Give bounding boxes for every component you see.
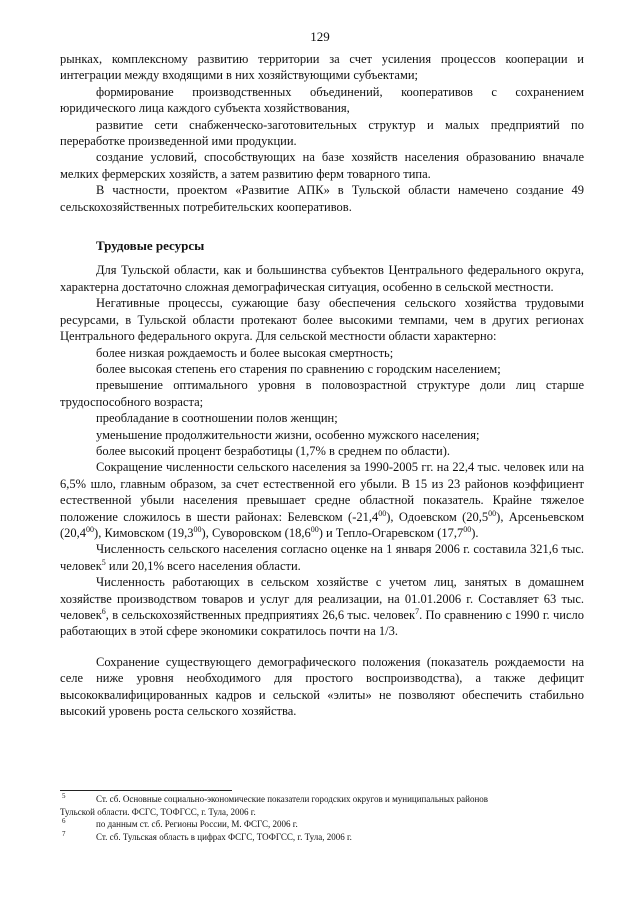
paragraph-conclusion: Сохранение существующего демографического положения (показатель рождаемости на селе ниже уровня необходимого для простого воспроизводства), а также дефицит высококвалифицированных кадров и сельской «элиты» не позволяют обеспечить стабильно высокий уровень роста сельского хозяйства. <box>60 654 584 719</box>
footnote-ref: 5 <box>101 557 106 567</box>
footnote: 6 по данным ст. сб. Регионы России, М. ФСГС, 2006 г. <box>62 817 298 829</box>
footnote-separator <box>60 790 232 791</box>
footnote-mark: 6 <box>62 817 66 825</box>
footnotes <box>60 793 584 843</box>
list-item: более высокий процент безработицы (1,7% в среднем по области). <box>96 443 451 458</box>
paragraph-farm-conditions: создание условий, способствующих на базе хозяйств населения образованию вначале мелких фермерских хозяйств, а затем развитию ферм товарного типа. <box>60 150 584 181</box>
section-heading: Трудовые ресурсы <box>96 238 205 254</box>
paragraph-production-associations: формирование производственных объединений, кооперативов с сохранением юридического лица каждого субъекта хозяйствования, <box>60 84 584 116</box>
list-item: преобладание в соотношении полов женщин; <box>96 411 338 426</box>
paragraph-agricultural-workers: Численность работающих в сельском хозяйстве с учетом лиц, занятых в домашнем хозяйстве производством товаров и услуг для реализации, на 01.01.2006 г. Составляет 63 тыс. человек$^6$, в сельскохозяйственных предприятиях 26,6 тыс. человек$^7$. По сравнению с 1990 г. число работающих в этой сфере экономики сократилось почти на 1/3. <box>60 575 584 639</box>
page-number: 129 <box>310 29 330 44</box>
list-item: превышение оптимального уровня в половозрастной структуре доли лиц старше трудоспособного возраста; <box>60 378 584 409</box>
footnote-mark: 7 <box>62 829 66 838</box>
list-item: более высокая степень его старения по сравнению с городским населением; <box>96 361 501 376</box>
footnote: 7 Ст. сб. Тульская область в цифрах ФСГС, ТОФГСС, г. Тула, 2006 г. <box>62 829 352 842</box>
footnote-mark: 5 <box>62 792 66 800</box>
list-item: уменьшение продолжительности жизни, особенно мужского населения; <box>96 427 480 442</box>
paragraph-negative-processes: Негативные процессы, сужающие базу обеспечения сельского хозяйства трудовыми ресурсами, в Тульской области протекают более высокими темпами, чем в других регионах Центрального федерального округа. Для сельской местности области характерно: <box>60 296 584 344</box>
paragraph-population-decline: Сокращение численности сельского населения за 1990-2005 гг. на 22,4 тыс. человек или на 6,5% шло, главным образом, за счет естественной его убыли. В 15 из 23 районов коэффициент естественной убыли населения превышает средне областной показатель. Крайне тяжелое положение сложилось в шести районах: Белевском (-21,4$^{00}$), Одоевском (20,5$^{00}$), Арсеньевском (20,4$^{00}$), Кимовском (19,3$^{00}$), Суворовском (18,6$^{00}$) и Тепло-Огаревском (17,7$^{00}$). <box>60 460 584 540</box>
footnote-ref: 6 <box>101 606 106 616</box>
paragraph-demographic-intro: Для Тульской области, как и большинства субъектов Центрального федерального округа, характерна достаточно сложная демографическая ситуация, особенно в сельской местности. <box>60 263 584 294</box>
document-body <box>60 51 584 719</box>
paragraph-continuation: рынках, комплексному развитию территории за счет усиления процессов кооперации и интеграции между входящими в них хозяйствующими субъектами; <box>60 52 584 83</box>
footnote: 5 Ст. сб. Основные социально-экономические показатели городских округов и муниципальных районов Тульской области. ФСГС, ТОФГСС, г. Тула, 2006 г. <box>60 792 489 817</box>
list-item: более низкая рождаемость и более высокая смертность; <box>96 345 394 360</box>
paragraph-supply-network: развитие сети снабженческо-заготовительных структур и малых предприятий по переработке произведенной ими продукции. <box>60 117 584 149</box>
footnote-ref: 7 <box>415 606 420 616</box>
paragraph-rural-population: Численность сельского населения согласно оценке на 1 января 2006 г. составила 321,6 тыс. человек$^5$ или 20,1% всего населения области. <box>60 542 584 573</box>
paragraph-apk-project: В частности, проектом «Развитие АПК» в Тульской области намечено создание 49 сельскохозяйственных потребительских кооперативов. <box>60 183 584 214</box>
